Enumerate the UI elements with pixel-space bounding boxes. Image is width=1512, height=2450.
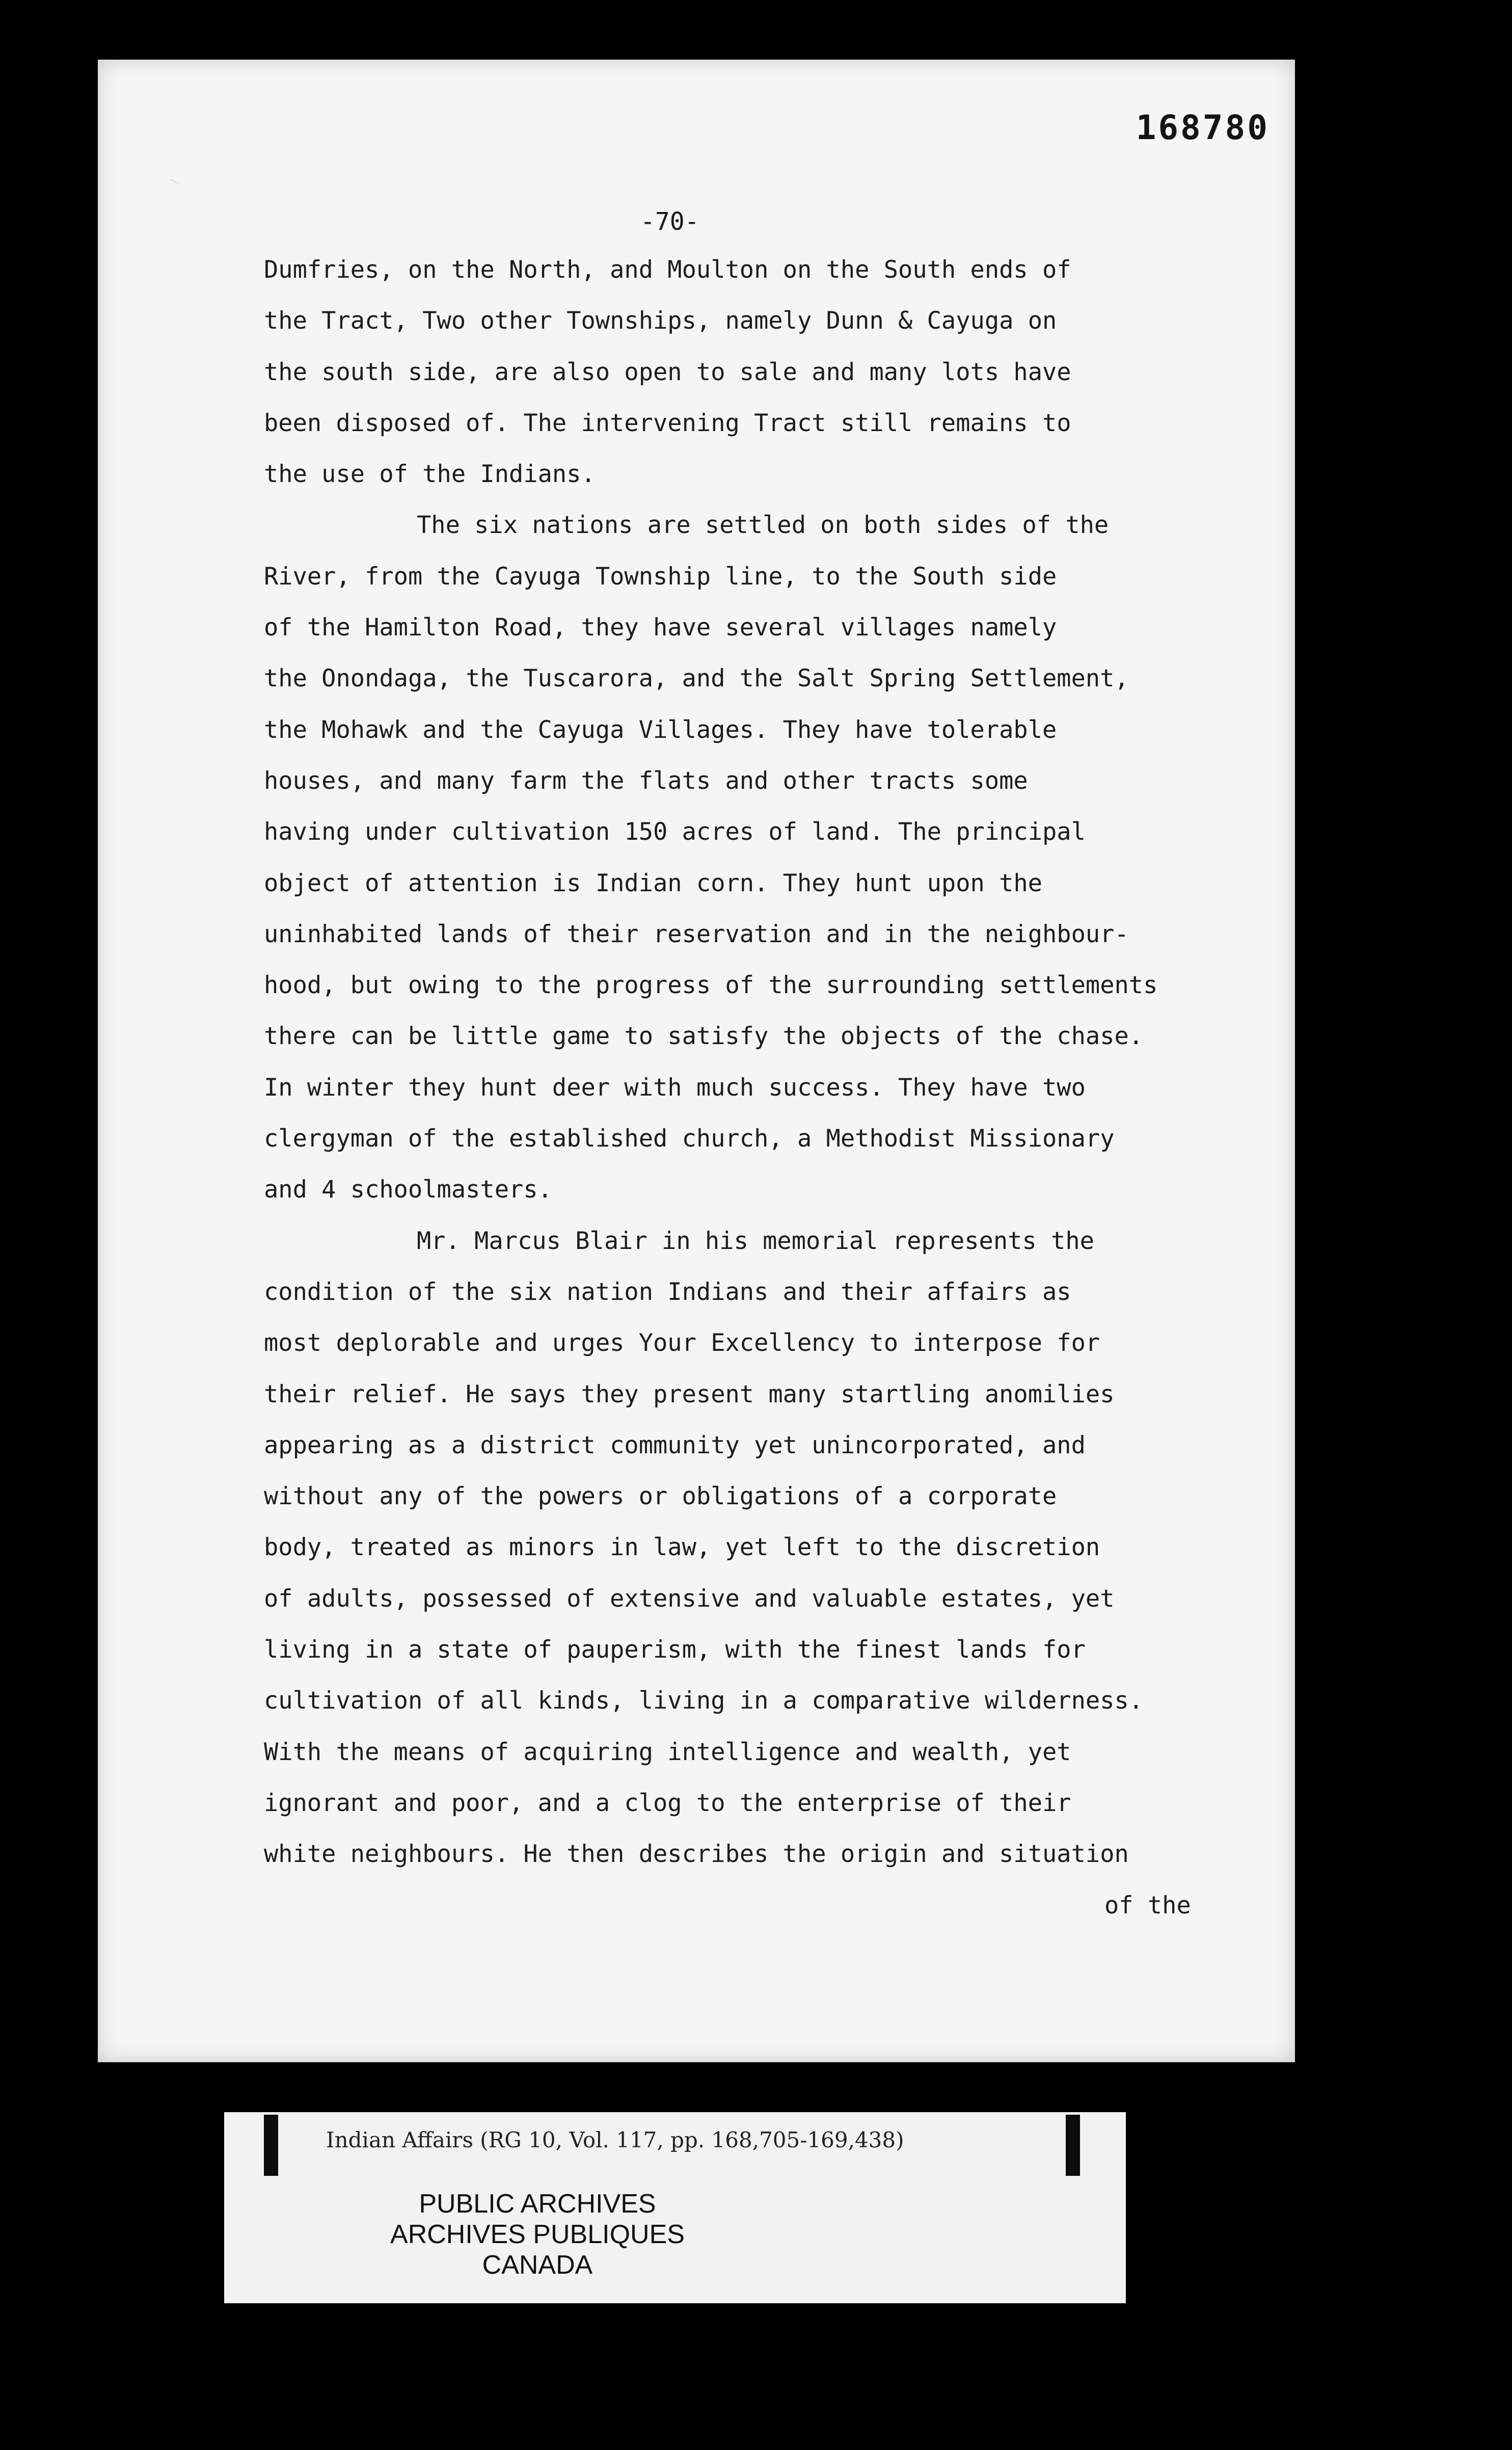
text-line: With the means of acquiring intelligence and wealth, yet: [264, 1738, 1071, 1766]
text-line: their relief. He says they present many startling anomilies: [264, 1380, 1115, 1408]
text-line: condition of the six nation Indians and their affairs as: [264, 1277, 1071, 1306]
text-line: white neighbours. He then describes the origin and situation: [264, 1840, 1129, 1869]
text-line: the south side, are also open to sale and many lots have: [264, 358, 1071, 386]
text-line: having under cultivation 150 acres of land. The principal: [264, 818, 1086, 846]
text-line: the Onondaga, the Tuscarora, and the Salt Spring Settlement,: [264, 664, 1129, 693]
text-line: object of attention is Indian corn. They hunt upon the: [264, 869, 1043, 897]
text-line: the Mohawk and the Cayuga Villages. They have tolerable: [264, 715, 1057, 744]
text-line: In winter they hunt deer with much success. They have two: [264, 1073, 1086, 1102]
text-line: of adults, possessed of extensive and valuable estates, yet: [264, 1584, 1115, 1613]
text-line: without any of the powers or obligations of a corporate: [264, 1482, 1057, 1511]
archives-stamp: [224, 2189, 851, 2280]
text-line: hood, but owing to the progress of the surrounding settlements: [264, 971, 1158, 1000]
archives-line: ARCHIVES PUBLIQUES: [390, 2220, 685, 2249]
text-line: of the: [1104, 1891, 1191, 1920]
text-line: houses, and many farm the flats and other tracts some: [264, 766, 1028, 795]
text-line: appearing as a district community yet unincorporated, and: [264, 1431, 1086, 1459]
text-line: the use of the Indians.: [264, 460, 596, 489]
text-line: and 4 schoolmasters.: [264, 1176, 552, 1204]
text-line: uninhabited lands of their reservation and in the neighbour-: [264, 920, 1129, 948]
label-clip-left: [264, 2115, 278, 2176]
page-number: -70-: [640, 207, 699, 236]
archives-line: PUBLIC ARCHIVES: [419, 2189, 656, 2219]
document-number: 168780: [1136, 108, 1270, 147]
text-line: the Tract, Two other Townships, namely Dunn & Cayuga on: [264, 307, 1057, 335]
text-line: Mr. Marcus Blair in his memorial represents the: [417, 1227, 1094, 1255]
stray-mark-icon: ~: [165, 168, 184, 195]
text-line: of the Hamilton Road, they have several villages namely: [264, 614, 1057, 642]
archives-line: CANADA: [482, 2250, 593, 2280]
text-line: living in a state of pauperism, with the finest lands for: [264, 1636, 1086, 1664]
archive-citation: Indian Affairs (RG 10, Vol. 117, pp. 168,705-169,438): [326, 2127, 904, 2152]
body-text: [264, 245, 1196, 1931]
text-line: Dumfries, on the North, and Moulton on the South ends of: [264, 256, 1071, 284]
text-line: ignorant and poor, and a clog to the enterprise of their: [264, 1789, 1071, 1817]
text-line: The six nations are settled on both sides of the: [417, 511, 1109, 540]
archive-label: [224, 2112, 1126, 2303]
text-line: body, treated as minors in law, yet left to the discretion: [264, 1533, 1100, 1562]
text-line: there can be little game to satisfy the objects of the chase.: [264, 1022, 1144, 1051]
text-line: most deplorable and urges Your Excellency to interpose for: [264, 1329, 1100, 1357]
text-line: clergyman of the established church, a Methodist Missionary: [264, 1125, 1115, 1153]
text-line: River, from the Cayuga Township line, to the South side: [264, 562, 1057, 591]
label-clip-right: [1066, 2115, 1080, 2176]
text-line: been disposed of. The intervening Tract still remains to: [264, 409, 1071, 437]
text-line: cultivation of all kinds, living in a comparative wilderness.: [264, 1687, 1144, 1715]
